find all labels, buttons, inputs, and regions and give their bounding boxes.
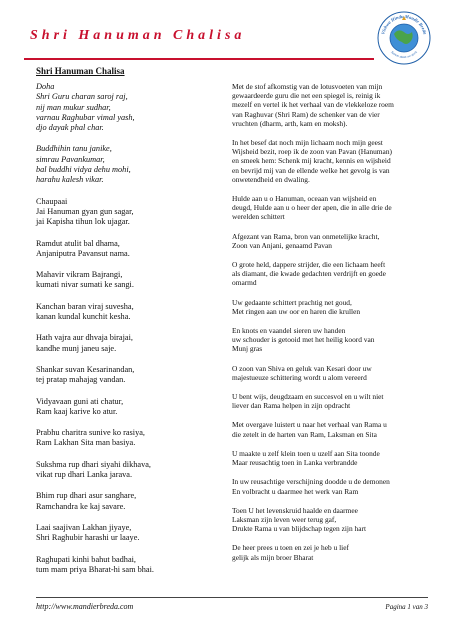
translation-line: die zetelt in de harten van Ram, Laksman en Sita (232, 429, 377, 439)
footer-divider (36, 597, 428, 598)
translation-line: Met de stof afkomstig van de lotusvoeten van mijn (232, 82, 383, 91)
translation-line: Laksman zijn leven weer terug gaf, (232, 514, 337, 524)
translation-line: vruchten (dharm, arth, kam en moksh). (232, 118, 348, 128)
translation-line: U maakte u zelf klein toen u uzelf aan Sita toonde (232, 448, 380, 458)
translation-line: Met ringen aan uw oor en haren die krullen (232, 306, 361, 316)
translation-line: In het besef dat noch mijn lichaam noch mijn geest (232, 138, 383, 148)
translation-line: Zoon van Anjani, genaamd Pavan (232, 240, 332, 250)
translation-paragraph (232, 194, 428, 222)
verse-line: Ram kaaj karive ko atur. (36, 406, 118, 416)
page-header (24, 20, 428, 60)
verse-line: Bhim rup dhari asur sanghare, (36, 491, 137, 501)
translation-paragraph (232, 449, 428, 467)
translation-line: Munj gras (232, 344, 263, 354)
translation-paragraph (232, 392, 428, 410)
footer-url: http://www.mandierbreda.com (36, 602, 134, 611)
translation-line: liever dan Rama helpen in zijn opdracht (232, 401, 351, 411)
translation-line: deugd, Hulde aan u o heer der apen, die in alle drie de (232, 203, 392, 213)
translation-line: En volbracht u daarmee het werk van Ram (232, 486, 359, 496)
translation-line: Met overgave luistert u naar het verhaal van Rama u (232, 420, 387, 430)
translation-line: onwetendheid en dwaling. (232, 174, 310, 184)
verse-line: jai Kapisha tihun lok ujagar. (36, 217, 130, 227)
page-number: Pagina 1 van 3 (385, 603, 428, 611)
verse-stanza (36, 491, 221, 512)
translation-line: Toen U het levenskruid haalde en daarmee (232, 505, 358, 515)
translation-paragraph (232, 506, 428, 534)
verse-line: varnau Raghubar vimal yash, (36, 112, 135, 122)
verse-line: Mahavir vikram Bajrangi, (36, 270, 123, 280)
verse-line: Doha (36, 82, 55, 91)
translation-line: O zoon van Shiva en geluk van Kesari door uw (232, 363, 372, 373)
translation-paragraph (232, 364, 428, 382)
translation-paragraph (232, 232, 428, 250)
verse-line: Ram Lakhan Sita man basiya. (36, 438, 136, 448)
verse-line: Shri Guru charan saroj raj, (36, 92, 128, 102)
verse-line: harahu kalesh vikar. (36, 175, 104, 185)
verse-line: Anjaniputra Pavansut nama. (36, 248, 130, 258)
mandir-logo (376, 10, 432, 66)
document-title: Shri Hanuman Chalisa (30, 28, 246, 43)
translation-line: majestueuze schittering wordt u alom vereerd (232, 372, 367, 382)
verse-line: vikat rup dhari Lanka jarava. (36, 470, 133, 480)
verse-line: Shri Raghubir harashi ur laaye. (36, 533, 140, 543)
verse-line: Shankar suvan Kesarinandan, (36, 364, 135, 374)
translation-line: gewaardeerde guru die net een spiegel is, reinig ik (232, 91, 381, 101)
translation-line: Hulde aan u o Hanuman, oceaan van wijsheid en (232, 194, 377, 204)
translation-paragraph (232, 82, 428, 128)
verse-line: kumati nivar sumati ke sangi. (36, 280, 134, 290)
verse-line: Vidyavaan guni ati chatur, (36, 396, 124, 406)
verse-stanza (36, 197, 221, 228)
translation-line: en bevrijd mij van de ellende welke het gevolg is van (232, 165, 390, 175)
translation-line: en smeek hem: Schenk mij kracht, kennis en wijsheid (232, 156, 391, 166)
verse-line: Jai Hanuman gyan gun sagar, (36, 206, 134, 216)
verses-column (36, 82, 221, 586)
verse-stanza (36, 523, 221, 544)
verse-stanza (36, 460, 221, 481)
verse-stanza (36, 302, 221, 323)
translation-line: O grote held, dappere strijder, die een lichaam heeft (232, 260, 386, 270)
translation-line: U bent wijs, deugdzaam en succesvol en u wilt niet (232, 392, 384, 402)
verse-line: simrau Pavankumar, (36, 154, 105, 164)
verse-line: bal buddhi vidya dehu mohi, (36, 165, 131, 175)
verse-line: djo dayak phal char. (36, 123, 104, 133)
verse-stanza (36, 333, 221, 354)
translation-line: mezelf en vertel ik het verhaal van de vlekkeloze roem (232, 100, 394, 110)
verse-line: Buddhihin tanu janike, (36, 144, 112, 154)
verse-stanza (36, 397, 221, 418)
translation-line: werelden schittert (232, 212, 285, 222)
translation-line: uw schouder is getooid met het heilig koord van (232, 335, 375, 345)
section-title: Shri Hanuman Chalisa (36, 66, 125, 76)
verse-stanza (36, 365, 221, 386)
translation-line: De heer prees u toen en zei je heb u lief (232, 543, 349, 553)
verse-line: Kanchan baran viraj suvesha, (36, 301, 134, 311)
translation-paragraph (232, 298, 428, 316)
verse-line: Chaupaai (36, 196, 68, 206)
verse-stanza (36, 82, 221, 133)
translation-line: En knots en vaandel sieren uw handen (232, 326, 346, 336)
translation-line: Afgezant van Rama, bron van onmetelijke kracht, (232, 231, 380, 241)
translation-line: omarmd (232, 278, 257, 288)
verse-stanza (36, 239, 221, 260)
logo-ring-text: Vishwa Hindu Mandir Breda (380, 13, 428, 35)
verse-line: kanan kundal kunchit kesha. (36, 312, 131, 322)
verse-stanza (36, 428, 221, 449)
verse-line: nij man mukur sudhar, (36, 102, 111, 112)
translation-line: gelijk als mijn broer Bharat (232, 552, 314, 562)
translation-line: als diamant, die kwade gedachten verdrijft en goede (232, 269, 386, 279)
translation-line: Wijsheid bezit, roep ik de zoon van Pavan (Hanuman) (232, 147, 392, 157)
verse-line: kandhe munj janeu saje. (36, 343, 117, 353)
translation-paragraph (232, 420, 428, 438)
translation-line: Maar reusachtig toen in Lanka verbrandde (232, 458, 358, 468)
verse-stanza (36, 270, 221, 291)
logo-motto-text: Samen staan we sterk (390, 50, 418, 60)
translation-paragraph (232, 326, 428, 354)
translation-line: van Raghuvar (Shri Ram) de schenker van de vier (232, 109, 380, 119)
verse-stanza (36, 555, 221, 576)
translation-column (232, 82, 428, 572)
translation-line: In uw reusachtige verschijning doodde u de demonen (232, 477, 390, 487)
verse-line: Prabhu charitra sunive ko rasiya, (36, 428, 145, 438)
verse-line: Sukshma rup dhari siyahi dikhava, (36, 459, 151, 469)
translation-line: Uw gedaante schittert prachtig net goud, (232, 297, 352, 307)
translation-paragraph (232, 477, 428, 495)
translation-paragraph (232, 543, 428, 561)
verse-line: tej pratap mahajag vandan. (36, 375, 126, 385)
verse-line: Raghupati kinhi bahut badhai, (36, 554, 137, 564)
verse-line: Laai saajivan Lakhan jiyaye, (36, 522, 132, 532)
translation-paragraph (232, 138, 428, 184)
translation-paragraph (232, 260, 428, 288)
translation-line: Drukte Rama u van blijdschap tegen zijn hart (232, 524, 367, 534)
verse-line: tum mam priya Bharat-hi sam bhai. (36, 564, 154, 574)
verse-line: Ramchandra ke kaj savare. (36, 501, 126, 511)
verse-line: Ramdut atulit bal dhama, (36, 238, 120, 248)
verse-line: Hath vajra aur dhvaja birajai, (36, 333, 133, 343)
header-divider (24, 58, 374, 60)
verse-stanza (36, 144, 221, 185)
